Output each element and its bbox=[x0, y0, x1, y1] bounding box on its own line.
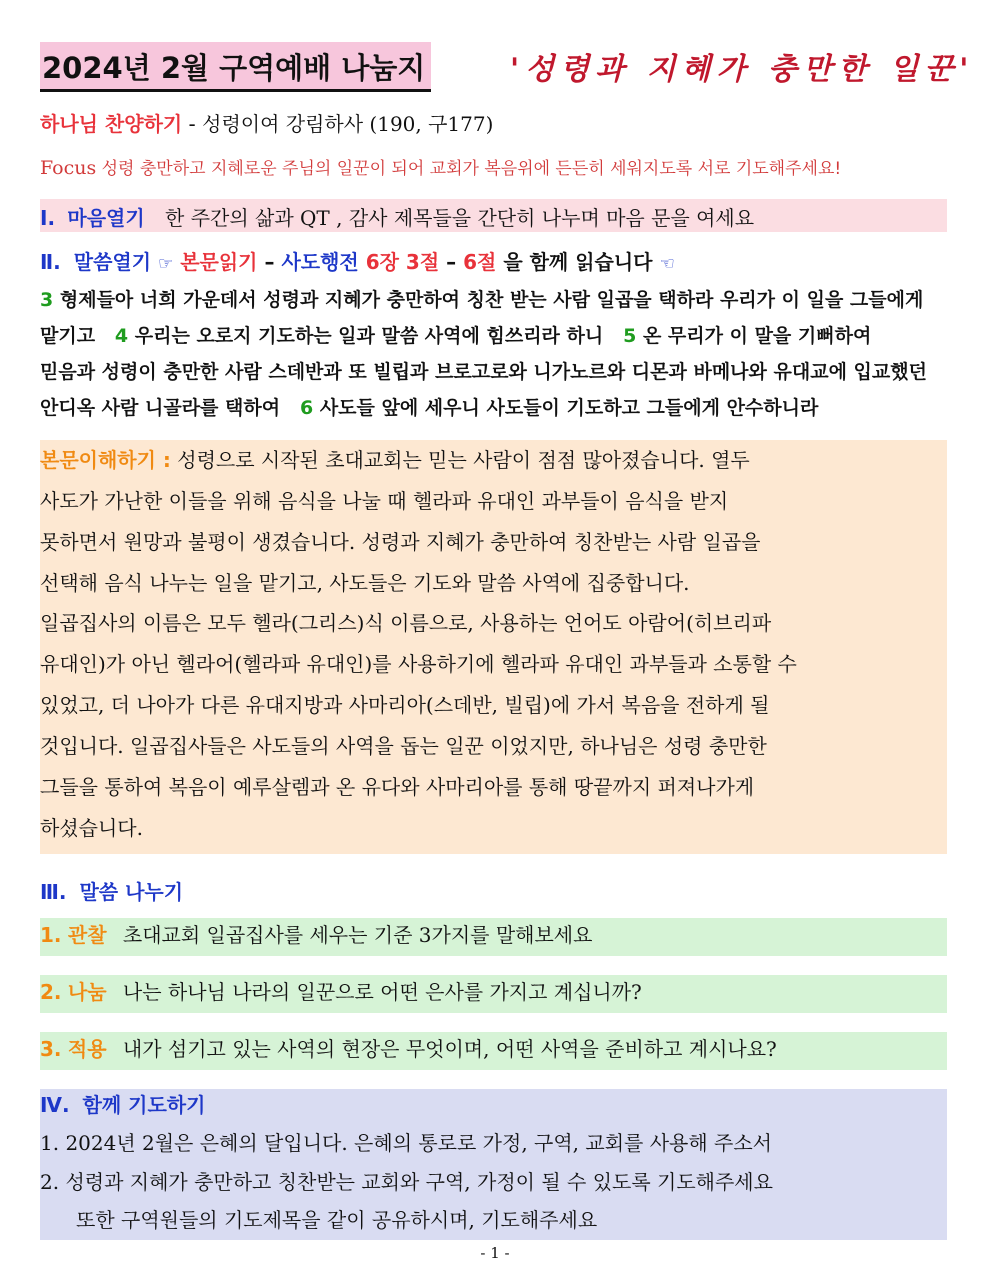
praise-label: 하나님 찬양하기 bbox=[40, 112, 183, 136]
prayer-item-continued: 또한 구역원들의 기도제목을 같이 공유하시며, 기도해주세요 bbox=[76, 1208, 598, 1232]
scripture-line bbox=[40, 390, 950, 426]
section1-text: 한 주간의 삶과 QT , 감사 제목들을 간단히 나누며 마음 문을 여세요 bbox=[165, 206, 755, 230]
question-1 bbox=[40, 919, 592, 948]
understanding-line: 있었고, 더 나아가 다른 유대지방과 사마리아(스데반, 빌립)에 가서 복음을 전하게 될 bbox=[40, 693, 770, 717]
section3-heading bbox=[40, 876, 183, 905]
question-text: 내가 섬기고 있는 사역의 현장은 무엇이며, 어떤 사역을 준비하고 계시나요? bbox=[122, 1037, 777, 1061]
verse-text: 맡기고 bbox=[40, 325, 96, 347]
question-label: 나눔 bbox=[67, 980, 107, 1004]
prayer-item: 1. 2024년 2월은 은혜의 달입니다. 은혜의 통로로 가정, 구역, 교회를 사용해 주소서 bbox=[40, 1131, 772, 1155]
section1-line bbox=[40, 202, 754, 231]
question-label: 적용 bbox=[67, 1037, 107, 1061]
verse-number: 6 bbox=[299, 397, 314, 419]
section4-number: Ⅳ. bbox=[40, 1093, 70, 1117]
scripture-line bbox=[40, 318, 950, 354]
prayer-box bbox=[40, 1089, 947, 1240]
focus-text: 성령 충만하고 지혜로운 주님의 일꾼이 되어 교회가 복음위에 든든히 세워지도록 서로 기도해주세요! bbox=[101, 159, 842, 179]
verse-text: 형제들아 너희 가운데서 성령과 지혜가 충만하여 칭찬 받는 사람 일곱을 택하라 우리가 이 일을 그들에게 bbox=[59, 289, 924, 311]
understanding-line: 하셨습니다. bbox=[40, 816, 143, 840]
document-title: 2024년 2월 구역예배 나눔지 bbox=[40, 42, 431, 92]
prayer-item: 2. 성령과 지혜가 충만하고 칭찬받는 교회와 구역, 가정이 될 수 있도록 기도해주세요 bbox=[40, 1170, 773, 1194]
verse-text: 우리는 오로지 기도하는 일과 말씀 사역에 힘쓰리라 하니 bbox=[134, 325, 604, 347]
praise-line bbox=[40, 108, 493, 137]
understanding-line: 사도가 가난한 이들을 위해 음식을 나눌 때 헬라파 유대인 과부들이 음식을 받지 bbox=[40, 489, 729, 513]
section4-heading bbox=[40, 1089, 205, 1118]
verse-text: 안디옥 사람 니골라를 택하여 bbox=[40, 397, 281, 419]
theme-phrase: '성령과 지혜가 충만한 일꾼' bbox=[510, 52, 975, 87]
understanding-line: 유대인)가 아닌 헬라어(헬라파 유대인)를 사용하기에 헬라파 유대인 과부들과 소통할 수 bbox=[40, 652, 797, 676]
scripture-text bbox=[40, 282, 950, 426]
hand-left-icon: ☜ bbox=[659, 254, 675, 274]
understanding-line: 선택해 음식 나누는 일을 맡기고, 사도들은 기도와 말씀 사역에 집중합니다. bbox=[40, 571, 690, 595]
page-number: - 1 - bbox=[480, 1244, 510, 1262]
section2-dash: – bbox=[257, 250, 282, 274]
question-number: 1. bbox=[40, 923, 62, 947]
verse-number: 3 bbox=[40, 289, 54, 311]
scripture-line bbox=[40, 282, 950, 318]
understanding-line: 그들을 통하여 복음이 예루살렘과 온 유다와 사마리아를 통해 땅끝까지 퍼져나가게 bbox=[40, 775, 755, 799]
scripture-line bbox=[40, 354, 950, 390]
question-number: 3. bbox=[40, 1037, 62, 1061]
section2-line: Ⅱ. 말씀열기 ☞ 본문읽기 – 사도행전 6장 3절 – 6절 을 함께 읽습니다 ☜ bbox=[40, 250, 675, 274]
scripture-verse-from: 3절 bbox=[405, 250, 440, 274]
scripture-chapter: 6장 bbox=[365, 250, 399, 274]
understanding-line: 일곱집사의 이름은 모두 헬라(그리스)식 이름으로, 사용하는 언어도 아람어(히브리파 bbox=[40, 611, 772, 635]
verse-text: 사도들 앞에 세우니 사도들이 기도하고 그들에게 안수하니라 bbox=[319, 397, 819, 419]
question-2 bbox=[40, 976, 642, 1005]
section3-title: 말씀 나누기 bbox=[79, 880, 184, 904]
hand-right-icon: ☞ bbox=[158, 254, 174, 274]
question-label: 관찰 bbox=[67, 923, 107, 947]
question-3 bbox=[40, 1033, 777, 1062]
question-text: 초대교회 일곱집사를 세우는 기준 3가지를 말해보세요 bbox=[122, 923, 593, 947]
section3-number: Ⅲ. bbox=[40, 880, 67, 904]
section2-number: Ⅱ. bbox=[40, 250, 61, 274]
scripture-book: 사도행전 bbox=[281, 250, 359, 274]
section1-title: 마음열기 bbox=[67, 206, 145, 230]
understanding-line: 것입니다. 일곱집사들은 사도들의 사역을 돕는 일꾼 이었지만, 하나님은 성령 충만한 bbox=[40, 734, 767, 758]
verse-number: 5 bbox=[623, 325, 637, 347]
section2-title: 말씀열기 bbox=[73, 250, 152, 274]
verse-number: 4 bbox=[114, 325, 129, 347]
praise-hymn: 성령이여 강림하사 (190, 구177) bbox=[202, 112, 494, 136]
scripture-verse-to: 6절 bbox=[463, 250, 497, 274]
verse-text: 온 무리가 이 말을 기뻐하여 bbox=[642, 325, 872, 347]
focus-line bbox=[40, 154, 841, 179]
understanding-label: 본문이해하기 : bbox=[40, 448, 171, 472]
understanding-text: 성령으로 시작된 초대교회는 믿는 사람이 점점 많아졌습니다. 열두 bbox=[177, 448, 750, 472]
understanding-line: 못하면서 원망과 불평이 생겼습니다. 성령과 지혜가 충만하여 칭찬받는 사람 일곱을 bbox=[40, 530, 761, 554]
praise-dash: - bbox=[182, 112, 203, 136]
understanding-box bbox=[40, 440, 947, 854]
section1-number: Ⅰ. bbox=[40, 206, 56, 230]
section2-subtitle: 본문읽기 bbox=[180, 250, 258, 274]
section4-title: 함께 기도하기 bbox=[82, 1093, 206, 1117]
question-text: 나는 하나님 나라의 일꾼으로 어떤 은사를 가지고 계십니까? bbox=[122, 980, 642, 1004]
question-number: 2. bbox=[40, 980, 62, 1004]
understanding-line bbox=[40, 444, 750, 473]
verse-text: 믿음과 성령이 충만한 사람 스데반과 또 빌립과 브로고로와 니가노르와 디몬과 바메나와 유대교에 입교했던 bbox=[40, 361, 927, 383]
section2-suffix: 을 함께 읽습니다 bbox=[503, 250, 653, 274]
header bbox=[40, 42, 975, 94]
focus-label: Focus bbox=[40, 157, 97, 179]
